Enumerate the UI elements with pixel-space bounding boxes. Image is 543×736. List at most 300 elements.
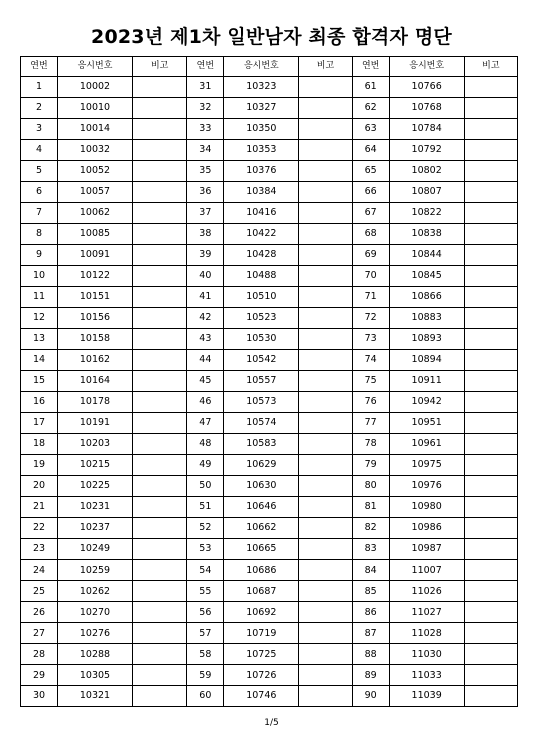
table-row bbox=[352, 434, 517, 455]
seq-cell: 45 bbox=[187, 370, 224, 391]
seq-cell: 76 bbox=[352, 391, 389, 412]
note-cell bbox=[299, 497, 352, 518]
seq-cell: 57 bbox=[187, 623, 224, 644]
note-cell bbox=[133, 244, 187, 265]
seq-cell: 55 bbox=[187, 581, 224, 602]
seq-cell: 37 bbox=[187, 202, 224, 223]
exam-number-cell: 10792 bbox=[389, 139, 464, 160]
exam-number-cell: 10822 bbox=[389, 202, 464, 223]
table-row bbox=[187, 686, 352, 706]
seq-cell: 90 bbox=[352, 686, 389, 706]
note-cell bbox=[299, 602, 352, 623]
note-cell bbox=[133, 581, 187, 602]
note-cell bbox=[299, 476, 352, 497]
exam-number-cell: 10191 bbox=[58, 413, 133, 434]
seq-cell: 77 bbox=[352, 413, 389, 434]
table-row bbox=[187, 413, 352, 434]
seq-cell: 47 bbox=[187, 413, 224, 434]
note-cell bbox=[464, 497, 517, 518]
seq-cell: 41 bbox=[187, 286, 224, 307]
header-seq: 연번 bbox=[21, 57, 58, 76]
header-note: 비고 bbox=[464, 57, 517, 76]
seq-cell: 50 bbox=[187, 476, 224, 497]
seq-cell: 14 bbox=[21, 349, 58, 370]
table-row bbox=[352, 244, 517, 265]
note-cell bbox=[299, 349, 352, 370]
table-row bbox=[352, 265, 517, 286]
table-row bbox=[21, 244, 186, 265]
note-cell bbox=[299, 202, 352, 223]
seq-cell: 52 bbox=[187, 518, 224, 539]
exam-number-cell: 10574 bbox=[224, 413, 299, 434]
note-cell bbox=[464, 307, 517, 328]
seq-cell: 53 bbox=[187, 539, 224, 560]
seq-cell: 12 bbox=[21, 307, 58, 328]
exam-number-cell: 10942 bbox=[389, 391, 464, 412]
seq-cell: 83 bbox=[352, 539, 389, 560]
seq-cell: 34 bbox=[187, 139, 224, 160]
table-row bbox=[352, 518, 517, 539]
note-cell bbox=[299, 581, 352, 602]
header-row bbox=[187, 57, 352, 76]
note-cell bbox=[133, 76, 187, 97]
table-row bbox=[21, 160, 186, 181]
header-exam-number: 응시번호 bbox=[389, 57, 464, 76]
table-row bbox=[187, 328, 352, 349]
note-cell bbox=[299, 434, 352, 455]
exam-number-cell: 10893 bbox=[389, 328, 464, 349]
exam-number-cell: 11030 bbox=[389, 644, 464, 665]
exam-number-cell: 10062 bbox=[58, 202, 133, 223]
seq-cell: 30 bbox=[21, 686, 58, 706]
note-cell bbox=[299, 160, 352, 181]
seq-cell: 54 bbox=[187, 560, 224, 581]
seq-cell: 59 bbox=[187, 665, 224, 686]
note-cell bbox=[133, 97, 187, 118]
exam-number-cell: 10384 bbox=[224, 181, 299, 202]
seq-cell: 20 bbox=[21, 476, 58, 497]
note-cell bbox=[133, 160, 187, 181]
exam-number-cell: 10629 bbox=[224, 455, 299, 476]
table-row bbox=[187, 518, 352, 539]
exam-number-cell: 10845 bbox=[389, 265, 464, 286]
table-row bbox=[21, 265, 186, 286]
seq-cell: 19 bbox=[21, 455, 58, 476]
seq-cell: 3 bbox=[21, 118, 58, 139]
exam-number-cell: 10151 bbox=[58, 286, 133, 307]
exam-number-cell: 10249 bbox=[58, 539, 133, 560]
seq-cell: 17 bbox=[21, 413, 58, 434]
table-row bbox=[21, 602, 186, 623]
table-row bbox=[352, 97, 517, 118]
note-cell bbox=[299, 686, 352, 706]
note-cell bbox=[464, 623, 517, 644]
seq-cell: 39 bbox=[187, 244, 224, 265]
exam-number-cell: 10215 bbox=[58, 455, 133, 476]
exam-number-cell: 10662 bbox=[224, 518, 299, 539]
page-number: 1/5 bbox=[264, 718, 279, 728]
note-cell bbox=[464, 181, 517, 202]
exam-number-cell: 10844 bbox=[389, 244, 464, 265]
note-cell bbox=[299, 139, 352, 160]
seq-cell: 35 bbox=[187, 160, 224, 181]
seq-cell: 24 bbox=[21, 560, 58, 581]
exam-number-cell: 10746 bbox=[224, 686, 299, 706]
seq-cell: 18 bbox=[21, 434, 58, 455]
seq-cell: 58 bbox=[187, 644, 224, 665]
exam-number-cell: 10725 bbox=[224, 644, 299, 665]
exam-number-cell: 10416 bbox=[224, 202, 299, 223]
note-cell bbox=[464, 265, 517, 286]
table-row bbox=[187, 118, 352, 139]
seq-cell: 56 bbox=[187, 602, 224, 623]
table-row bbox=[352, 202, 517, 223]
exam-number-cell: 10052 bbox=[58, 160, 133, 181]
note-cell bbox=[133, 686, 187, 706]
exam-number-cell: 10057 bbox=[58, 181, 133, 202]
table-row bbox=[21, 518, 186, 539]
seq-cell: 89 bbox=[352, 665, 389, 686]
exam-number-cell: 11028 bbox=[389, 623, 464, 644]
exam-number-cell: 10766 bbox=[389, 76, 464, 97]
note-cell bbox=[299, 76, 352, 97]
note-cell bbox=[133, 181, 187, 202]
note-cell bbox=[299, 223, 352, 244]
seq-cell: 33 bbox=[187, 118, 224, 139]
seq-cell: 40 bbox=[187, 265, 224, 286]
exam-number-cell: 10231 bbox=[58, 497, 133, 518]
table-row bbox=[187, 97, 352, 118]
note-cell bbox=[133, 665, 187, 686]
exam-number-cell: 10692 bbox=[224, 602, 299, 623]
table-row bbox=[21, 181, 186, 202]
note-cell bbox=[464, 76, 517, 97]
note-cell bbox=[464, 160, 517, 181]
note-cell bbox=[133, 560, 187, 581]
exam-number-cell: 10883 bbox=[389, 307, 464, 328]
seq-cell: 48 bbox=[187, 434, 224, 455]
header-row bbox=[21, 57, 186, 76]
table-row bbox=[187, 644, 352, 665]
exam-number-cell: 10719 bbox=[224, 623, 299, 644]
table-row bbox=[187, 476, 352, 497]
table-row bbox=[21, 434, 186, 455]
seq-cell: 21 bbox=[21, 497, 58, 518]
exam-number-cell: 10032 bbox=[58, 139, 133, 160]
exam-number-cell: 10894 bbox=[389, 349, 464, 370]
note-cell bbox=[133, 349, 187, 370]
header-exam-number: 응시번호 bbox=[224, 57, 299, 76]
exam-number-cell: 10014 bbox=[58, 118, 133, 139]
table-row bbox=[352, 139, 517, 160]
table-row bbox=[21, 139, 186, 160]
seq-cell: 22 bbox=[21, 518, 58, 539]
seq-cell: 13 bbox=[21, 328, 58, 349]
note-cell bbox=[464, 391, 517, 412]
table-row bbox=[21, 97, 186, 118]
note-cell bbox=[299, 307, 352, 328]
table-row bbox=[21, 391, 186, 412]
exam-number-cell: 11027 bbox=[389, 602, 464, 623]
table-row bbox=[352, 307, 517, 328]
exam-number-cell: 10091 bbox=[58, 244, 133, 265]
note-cell bbox=[133, 476, 187, 497]
table-row bbox=[21, 413, 186, 434]
table-row bbox=[21, 370, 186, 391]
exam-number-cell: 10376 bbox=[224, 160, 299, 181]
table-row bbox=[187, 265, 352, 286]
table-row bbox=[21, 623, 186, 644]
note-cell bbox=[133, 328, 187, 349]
seq-cell: 43 bbox=[187, 328, 224, 349]
exam-number-cell: 10276 bbox=[58, 623, 133, 644]
seq-cell: 81 bbox=[352, 497, 389, 518]
exam-number-cell: 10353 bbox=[224, 139, 299, 160]
exam-number-cell: 10542 bbox=[224, 349, 299, 370]
note-cell bbox=[133, 518, 187, 539]
note-cell bbox=[299, 518, 352, 539]
exam-number-cell: 10323 bbox=[224, 76, 299, 97]
seq-cell: 6 bbox=[21, 181, 58, 202]
note-cell bbox=[464, 286, 517, 307]
exam-number-cell: 10122 bbox=[58, 265, 133, 286]
header-note: 비고 bbox=[299, 57, 352, 76]
exam-number-cell: 10010 bbox=[58, 97, 133, 118]
table-row bbox=[21, 581, 186, 602]
seq-cell: 87 bbox=[352, 623, 389, 644]
table-row bbox=[187, 76, 352, 97]
note-cell bbox=[464, 349, 517, 370]
seq-cell: 62 bbox=[352, 97, 389, 118]
table-block-1 bbox=[21, 57, 186, 706]
note-cell bbox=[464, 139, 517, 160]
table-row bbox=[187, 202, 352, 223]
exam-number-cell: 10630 bbox=[224, 476, 299, 497]
table-row bbox=[352, 328, 517, 349]
table-row bbox=[187, 391, 352, 412]
seq-cell: 36 bbox=[187, 181, 224, 202]
seq-cell: 80 bbox=[352, 476, 389, 497]
note-cell bbox=[464, 455, 517, 476]
exam-number-cell: 10530 bbox=[224, 328, 299, 349]
table-block-2 bbox=[186, 57, 351, 706]
note-cell bbox=[464, 118, 517, 139]
table-row bbox=[352, 560, 517, 581]
table-row bbox=[21, 686, 186, 706]
note-cell bbox=[464, 244, 517, 265]
seq-cell: 74 bbox=[352, 349, 389, 370]
exam-number-cell: 10646 bbox=[224, 497, 299, 518]
table-row bbox=[352, 455, 517, 476]
note-cell bbox=[299, 97, 352, 118]
table-row bbox=[21, 349, 186, 370]
note-cell bbox=[299, 328, 352, 349]
table-row bbox=[21, 286, 186, 307]
seq-cell: 69 bbox=[352, 244, 389, 265]
seq-cell: 46 bbox=[187, 391, 224, 412]
seq-cell: 16 bbox=[21, 391, 58, 412]
exam-number-cell: 10178 bbox=[58, 391, 133, 412]
note-cell bbox=[133, 265, 187, 286]
note-cell bbox=[299, 413, 352, 434]
seq-cell: 86 bbox=[352, 602, 389, 623]
table-row bbox=[21, 665, 186, 686]
exam-number-cell: 10975 bbox=[389, 455, 464, 476]
note-cell bbox=[133, 497, 187, 518]
note-cell bbox=[464, 202, 517, 223]
table-row bbox=[352, 539, 517, 560]
table-row bbox=[21, 328, 186, 349]
seq-cell: 32 bbox=[187, 97, 224, 118]
note-cell bbox=[299, 181, 352, 202]
exam-number-cell: 10259 bbox=[58, 560, 133, 581]
table-row bbox=[352, 686, 517, 706]
table-row bbox=[187, 455, 352, 476]
table-row bbox=[352, 476, 517, 497]
note-cell bbox=[133, 602, 187, 623]
note-cell bbox=[133, 413, 187, 434]
seq-cell: 61 bbox=[352, 76, 389, 97]
table-row bbox=[187, 139, 352, 160]
seq-cell: 28 bbox=[21, 644, 58, 665]
table-row bbox=[21, 476, 186, 497]
seq-cell: 79 bbox=[352, 455, 389, 476]
note-cell bbox=[464, 686, 517, 706]
exam-number-cell: 10270 bbox=[58, 602, 133, 623]
note-cell bbox=[464, 97, 517, 118]
seq-cell: 84 bbox=[352, 560, 389, 581]
table-row bbox=[187, 602, 352, 623]
note-cell bbox=[299, 560, 352, 581]
seq-cell: 68 bbox=[352, 223, 389, 244]
note-cell bbox=[464, 539, 517, 560]
exam-number-cell: 11007 bbox=[389, 560, 464, 581]
exam-number-cell: 10164 bbox=[58, 370, 133, 391]
seq-cell: 23 bbox=[21, 539, 58, 560]
note-cell bbox=[464, 434, 517, 455]
exam-number-cell: 10976 bbox=[389, 476, 464, 497]
table-row bbox=[187, 434, 352, 455]
table-row bbox=[187, 307, 352, 328]
table-row bbox=[352, 497, 517, 518]
table-row bbox=[352, 413, 517, 434]
table-row bbox=[187, 349, 352, 370]
note-cell bbox=[464, 476, 517, 497]
exam-number-cell: 10162 bbox=[58, 349, 133, 370]
seq-cell: 9 bbox=[21, 244, 58, 265]
note-cell bbox=[464, 665, 517, 686]
note-cell bbox=[464, 223, 517, 244]
seq-cell: 51 bbox=[187, 497, 224, 518]
table-row bbox=[352, 391, 517, 412]
table-row bbox=[187, 286, 352, 307]
seq-cell: 49 bbox=[187, 455, 224, 476]
table-row bbox=[352, 223, 517, 244]
exam-number-cell: 10422 bbox=[224, 223, 299, 244]
page-title: 2023년 제1차 일반남자 최종 합격자 명단 bbox=[91, 26, 452, 48]
note-cell bbox=[133, 223, 187, 244]
note-cell bbox=[133, 391, 187, 412]
note-cell bbox=[299, 623, 352, 644]
exam-number-cell: 10784 bbox=[389, 118, 464, 139]
seq-cell: 11 bbox=[21, 286, 58, 307]
seq-cell: 78 bbox=[352, 434, 389, 455]
note-cell bbox=[133, 139, 187, 160]
exam-number-cell: 10686 bbox=[224, 560, 299, 581]
table-row bbox=[21, 644, 186, 665]
exam-number-cell: 10085 bbox=[58, 223, 133, 244]
exam-number-cell: 10523 bbox=[224, 307, 299, 328]
seq-cell: 72 bbox=[352, 307, 389, 328]
exam-number-cell: 10510 bbox=[224, 286, 299, 307]
seq-cell: 42 bbox=[187, 307, 224, 328]
seq-cell: 70 bbox=[352, 265, 389, 286]
note-cell bbox=[299, 244, 352, 265]
exam-number-cell: 10583 bbox=[224, 434, 299, 455]
table-row bbox=[21, 539, 186, 560]
table-block-3 bbox=[352, 57, 517, 706]
note-cell bbox=[464, 518, 517, 539]
note-cell bbox=[133, 202, 187, 223]
table-row bbox=[352, 602, 517, 623]
exam-number-cell: 10961 bbox=[389, 434, 464, 455]
seq-cell: 26 bbox=[21, 602, 58, 623]
table-row bbox=[187, 497, 352, 518]
seq-cell: 63 bbox=[352, 118, 389, 139]
exam-number-cell: 11039 bbox=[389, 686, 464, 706]
note-cell bbox=[299, 286, 352, 307]
note-cell bbox=[464, 370, 517, 391]
exam-number-cell: 10768 bbox=[389, 97, 464, 118]
table-row bbox=[187, 665, 352, 686]
table-row bbox=[21, 455, 186, 476]
table-row bbox=[352, 118, 517, 139]
seq-cell: 31 bbox=[187, 76, 224, 97]
table-row bbox=[187, 581, 352, 602]
seq-cell: 4 bbox=[21, 139, 58, 160]
exam-number-cell: 10262 bbox=[58, 581, 133, 602]
table-row bbox=[352, 76, 517, 97]
exam-number-cell: 10321 bbox=[58, 686, 133, 706]
header-seq: 연번 bbox=[352, 57, 389, 76]
table-row bbox=[187, 623, 352, 644]
note-cell bbox=[299, 370, 352, 391]
note-cell bbox=[133, 434, 187, 455]
seq-cell: 29 bbox=[21, 665, 58, 686]
table-row bbox=[352, 160, 517, 181]
exam-number-cell: 10002 bbox=[58, 76, 133, 97]
exam-number-cell: 11026 bbox=[389, 581, 464, 602]
table-row bbox=[21, 76, 186, 97]
exam-number-cell: 10726 bbox=[224, 665, 299, 686]
exam-number-cell: 10237 bbox=[58, 518, 133, 539]
table-row bbox=[187, 223, 352, 244]
table-row bbox=[21, 223, 186, 244]
exam-number-cell: 10488 bbox=[224, 265, 299, 286]
seq-cell: 8 bbox=[21, 223, 58, 244]
note-cell bbox=[133, 118, 187, 139]
exam-number-cell: 10288 bbox=[58, 644, 133, 665]
table-row bbox=[352, 286, 517, 307]
note-cell bbox=[299, 455, 352, 476]
table-row bbox=[21, 307, 186, 328]
seq-cell: 65 bbox=[352, 160, 389, 181]
note-cell bbox=[464, 328, 517, 349]
exam-number-cell: 10911 bbox=[389, 370, 464, 391]
note-cell bbox=[133, 370, 187, 391]
seq-cell: 75 bbox=[352, 370, 389, 391]
table-row bbox=[21, 202, 186, 223]
